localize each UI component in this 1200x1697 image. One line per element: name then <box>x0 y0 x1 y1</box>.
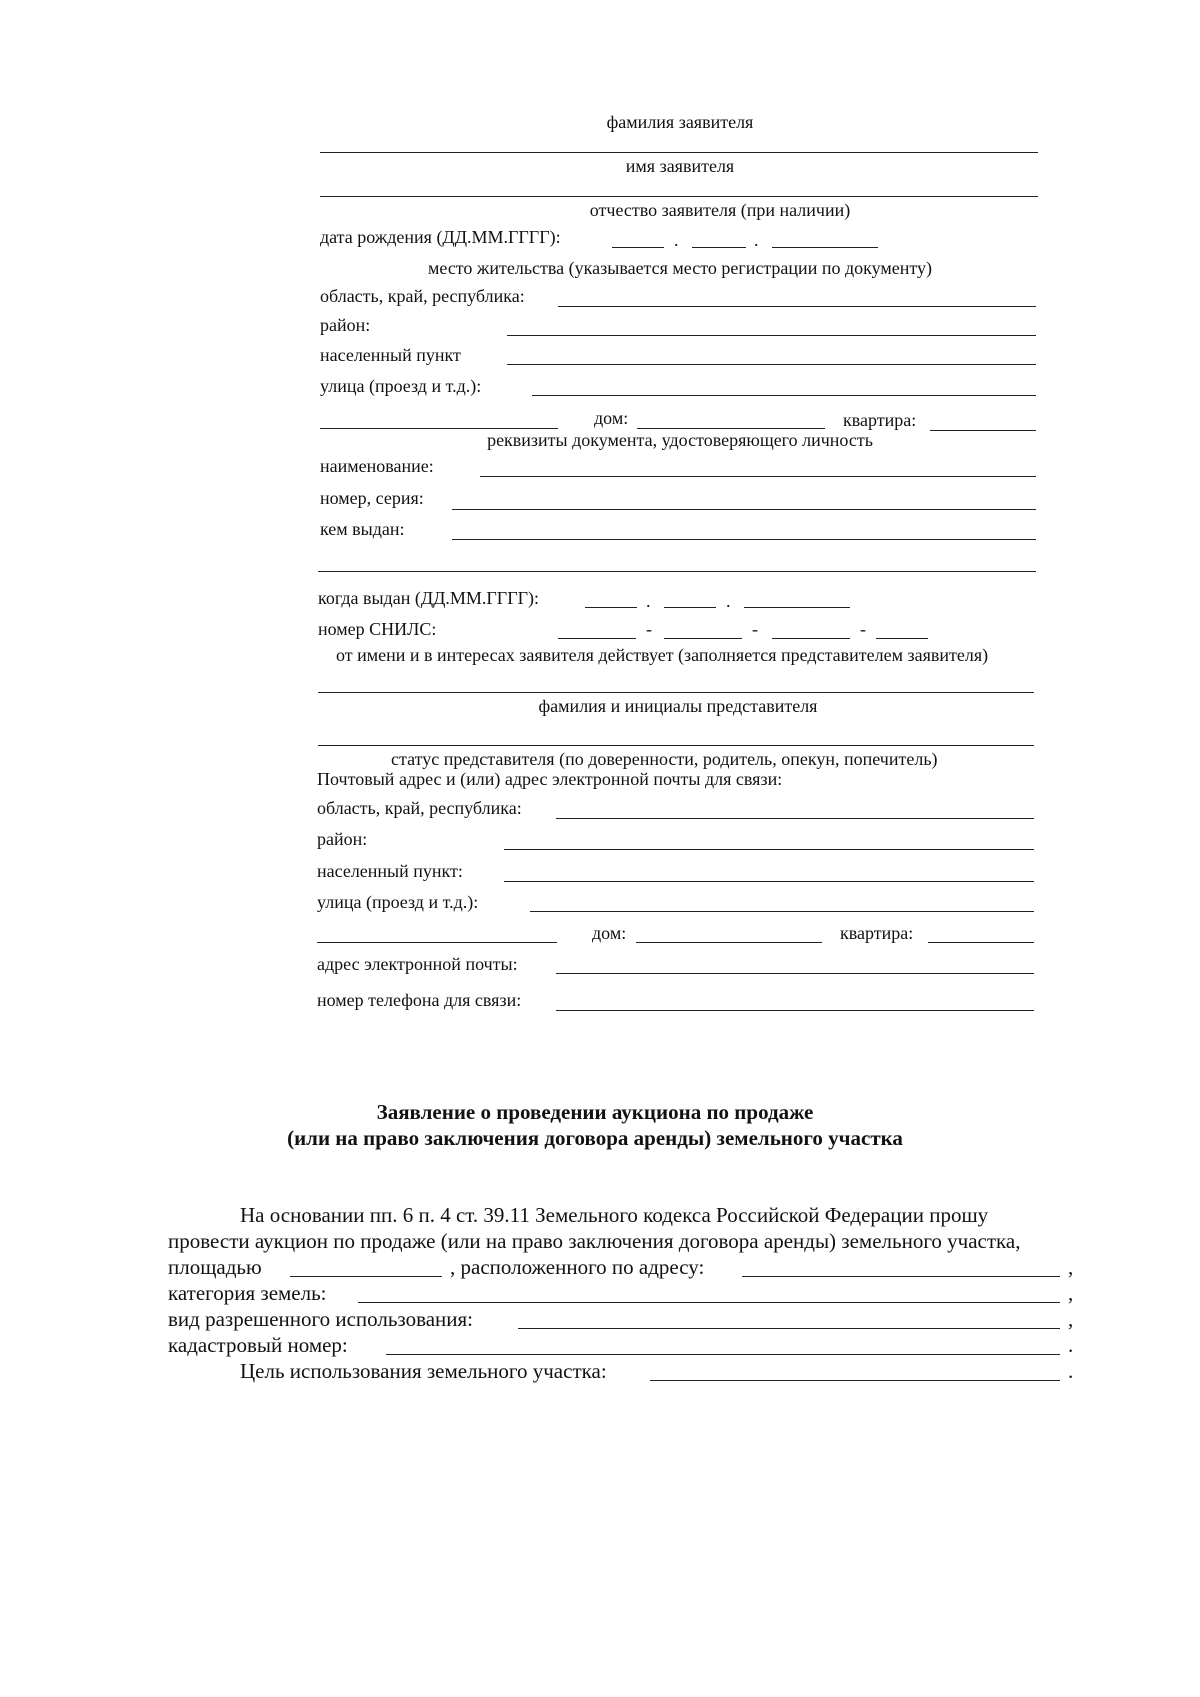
birth-day-field[interactable] <box>612 247 664 248</box>
representative-name-caption: фамилия и инициалы представителя <box>538 696 818 716</box>
statement-title-line-2: (или на право заключения договора аренды) земельного участка <box>287 1126 903 1150</box>
contact-apartment-label: квартира: <box>840 923 914 943</box>
date-dot: . <box>674 230 679 250</box>
street-field[interactable] <box>532 395 1036 396</box>
contact-apartment-field[interactable] <box>928 942 1034 943</box>
house-field[interactable] <box>637 428 825 429</box>
phone-label: номер телефона для связи: <box>317 990 522 1010</box>
phone-field[interactable] <box>556 1010 1034 1011</box>
doc-name-label: наименование: <box>320 456 434 476</box>
statement-paragraph-line-2: провести аукцион по продаже (или на право заключения договора аренды) земельного участка, <box>168 1229 1021 1253</box>
email-label: адрес электронной почты: <box>317 954 518 974</box>
locality-label: населенный пункт <box>320 345 461 365</box>
district-field[interactable] <box>507 335 1036 336</box>
house-label: дом: <box>594 408 629 428</box>
usage-field[interactable] <box>518 1328 1060 1329</box>
issue-year-field[interactable] <box>744 607 850 608</box>
comma: , <box>1068 1281 1074 1305</box>
district-label: район: <box>320 315 371 335</box>
birth-year-field[interactable] <box>772 247 878 248</box>
issued-by-field[interactable] <box>452 539 1036 540</box>
purpose-label: Цель использования земельного участка: <box>240 1359 607 1383</box>
patronymic-caption: отчество заявителя (при наличии) <box>589 200 851 220</box>
doc-number-field[interactable] <box>452 509 1036 510</box>
email-field[interactable] <box>556 973 1034 974</box>
period: . <box>1068 1359 1074 1383</box>
statement-title-line-1: Заявление о проведении аукциона по продаже <box>376 1100 814 1124</box>
issued-by-label: кем выдан: <box>320 519 405 539</box>
issue-date-label: когда выдан (ДД.ММ.ГГГГ): <box>318 588 540 608</box>
area-label: площадью <box>168 1255 262 1279</box>
comma: , <box>1068 1255 1074 1279</box>
surname-caption: фамилия заявителя <box>606 112 754 132</box>
comma: , <box>1068 1307 1074 1331</box>
acting-caption: от имени и в интересах заявителя действует (заполняется представителем заявителя) <box>336 645 989 665</box>
contact-district-label: район: <box>317 829 368 849</box>
id-doc-caption: реквизиты документа, удостоверяющего личность <box>487 430 873 450</box>
snils-part-3[interactable] <box>772 638 850 639</box>
doc-number-label: номер, серия: <box>320 488 424 508</box>
snils-part-2[interactable] <box>664 638 742 639</box>
snils-part-4[interactable] <box>876 638 928 639</box>
representative-status-caption: статус представителя (по доверенности, родитель, опекун, попечитель) <box>391 749 938 769</box>
contact-street-continuation-field[interactable] <box>317 942 557 943</box>
statement-paragraph-line-1: На основании пп. 6 п. 4 ст. 39.11 Земельного кодекса Российской Федерации прошу <box>240 1203 989 1227</box>
region-field[interactable] <box>558 306 1036 307</box>
category-field[interactable] <box>358 1302 1060 1303</box>
date-dot: . <box>726 591 731 611</box>
contact-district-field[interactable] <box>504 849 1034 850</box>
category-label: категория земель: <box>168 1281 327 1305</box>
area-field[interactable] <box>290 1276 442 1277</box>
surname-field[interactable] <box>320 152 1038 153</box>
issued-by-continuation-field[interactable] <box>318 571 1036 572</box>
region-label: область, край, республика: <box>320 286 525 306</box>
birth-date-label: дата рождения (ДД.ММ.ГГГГ): <box>320 227 561 247</box>
contact-locality-field[interactable] <box>504 881 1034 882</box>
date-dot: . <box>646 591 651 611</box>
issue-month-field[interactable] <box>664 607 716 608</box>
cadastral-field[interactable] <box>386 1354 1060 1355</box>
doc-name-field[interactable] <box>480 476 1036 477</box>
locality-field[interactable] <box>507 364 1036 365</box>
cadastral-label: кадастровый номер: <box>168 1333 348 1357</box>
street-continuation-field[interactable] <box>320 428 558 429</box>
snils-part-1[interactable] <box>558 638 636 639</box>
representative-name-field[interactable] <box>318 745 1034 746</box>
apartment-label: квартира: <box>843 410 917 430</box>
contact-street-label: улица (проезд и т.д.): <box>317 892 479 912</box>
snils-dash: - <box>860 619 866 639</box>
contact-street-field[interactable] <box>530 911 1034 912</box>
snils-dash: - <box>752 619 758 639</box>
name-field[interactable] <box>320 196 1038 197</box>
residence-caption: место жительства (указывается место регистрации по документу) <box>427 258 933 278</box>
contact-locality-label: населенный пункт: <box>317 861 463 881</box>
birth-month-field[interactable] <box>692 247 746 248</box>
issue-day-field[interactable] <box>585 607 637 608</box>
contact-region-field[interactable] <box>556 818 1034 819</box>
contact-house-label: дом: <box>592 923 627 943</box>
contact-house-field[interactable] <box>636 942 822 943</box>
usage-label: вид разрешенного использования: <box>168 1307 474 1331</box>
contact-region-label: область, край, республика: <box>317 798 522 818</box>
period: . <box>1068 1333 1074 1357</box>
address-field[interactable] <box>742 1276 1060 1277</box>
snils-dash: - <box>646 619 652 639</box>
date-dot: . <box>754 230 759 250</box>
street-label: улица (проезд и т.д.): <box>320 376 482 396</box>
located-label: , расположенного по адресу: <box>450 1255 705 1279</box>
snils-label: номер СНИЛС: <box>318 619 437 639</box>
acting-field[interactable] <box>318 692 1034 693</box>
purpose-field[interactable] <box>650 1380 1060 1381</box>
contact-heading: Почтовый адрес и (или) адрес электронной почты для связи: <box>317 769 783 789</box>
name-caption: имя заявителя <box>625 156 735 176</box>
